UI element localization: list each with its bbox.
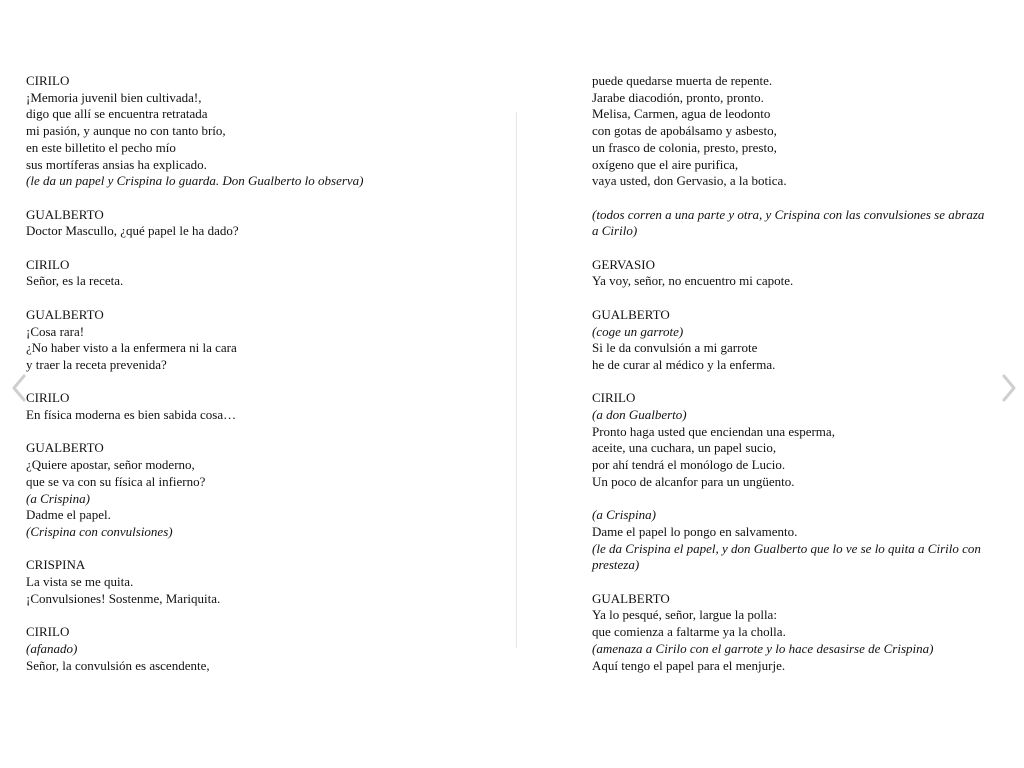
script-line: GUALBERTO <box>592 306 670 322</box>
stage-direction: (todos corren a una parte y otra, y Crispina con las convulsiones se abraza <box>592 206 985 222</box>
stage-direction: (afanado) <box>26 640 78 656</box>
stage-direction: (a don Gualberto) <box>592 407 687 422</box>
script-line: y traer la receta prevenida? <box>26 356 167 372</box>
script-line: digo que allí se encuentra retratada <box>26 106 208 122</box>
script-line: CIRILO <box>26 256 70 272</box>
script-line: ¿Quiere apostar, señor moderno, <box>26 457 195 473</box>
blank-line <box>26 240 496 257</box>
blank-line <box>592 190 1002 207</box>
script-line: Ya lo pesqué, señor, largue la polla: <box>592 607 777 623</box>
script-line: ¿No haber visto a la enfermera ni la cara <box>26 340 237 356</box>
stage-direction: a Cirilo) <box>592 223 638 239</box>
script-line: GUALBERTO <box>26 306 104 322</box>
script-line: ¡Cosa rara! <box>26 323 85 339</box>
right-page <box>592 73 1002 674</box>
blank-line <box>26 541 496 558</box>
chevron-left-icon <box>11 373 27 403</box>
stage-direction: (le da un papel y Crispina lo guarda. Don Gualberto lo observa) <box>26 173 364 189</box>
page-divider <box>516 112 517 648</box>
script-line: Si le da convulsión a mi garrote <box>592 340 758 356</box>
script-line: Dadme el papel. <box>26 507 111 523</box>
blank-line <box>26 290 496 307</box>
blank-line <box>592 574 1002 591</box>
stage-direction: (amenaza a Cirilo con el garrote y lo hace desasirse de Crispina) <box>592 640 934 656</box>
script-line: en este billetito el pecho mío <box>26 139 176 155</box>
script-line: CIRILO <box>26 624 70 640</box>
script-line: Aquí tengo el papel para el menjurje. <box>592 657 786 673</box>
script-line: Un poco de alcanfor para un ungüento. <box>592 473 795 489</box>
script-line: Jarabe diacodión, pronto, pronto. <box>592 89 764 105</box>
script-line: oxígeno que el aire purifica, <box>592 156 739 172</box>
prev-page-button[interactable] <box>8 368 30 408</box>
script-line: Dame el papel lo pongo en salvamento. <box>592 523 798 539</box>
blank-line <box>26 424 496 441</box>
script-line: Señor, es la receta. <box>26 273 124 289</box>
script-line: que se va con su física al infierno? <box>26 473 206 489</box>
blank-line <box>26 374 496 391</box>
script-line: Señor, la convulsión es ascendente, <box>26 657 210 673</box>
stage-direction: (le da Crispina el papel, y don Gualberto que lo ve se lo quita a Cirilo con <box>592 540 981 556</box>
script-line: En física moderna es bien sabida cosa… <box>26 407 237 422</box>
script-line: sus mortíferas ansias ha explicado. <box>26 156 207 172</box>
script-line: Doctor Mascullo, ¿qué papel le ha dado? <box>26 223 239 239</box>
script-line: GUALBERTO <box>26 206 104 222</box>
script-line: CIRILO <box>592 390 636 406</box>
script-line: Melisa, Carmen, agua de leodonto <box>592 106 771 122</box>
script-line: CIRILO <box>26 390 70 406</box>
script-line: La vista se me quita. <box>26 574 134 589</box>
blank-line <box>592 374 1002 391</box>
script-line: aceite, una cuchara, un papel sucio, <box>592 440 777 456</box>
script-line: Pronto haga usted que enciendan una esperma, <box>592 423 835 439</box>
next-page-button[interactable] <box>998 368 1020 408</box>
script-line: GERVASIO <box>592 256 656 272</box>
script-line: CIRILO <box>26 73 70 88</box>
blank-line <box>592 290 1002 307</box>
stage-direction: (a Crispina) <box>26 490 90 506</box>
script-line: un frasco de colonia, presto, presto, <box>592 139 777 155</box>
script-line: GUALBERTO <box>26 440 104 456</box>
script-line: ¡Memoria juvenil bien cultivada!, <box>26 89 202 105</box>
stage-direction: (Crispina con convulsiones) <box>26 523 173 539</box>
chevron-right-icon <box>1001 373 1017 403</box>
left-page <box>26 73 496 674</box>
script-line: por ahí tendrá el monólogo de Lucio. <box>592 457 786 473</box>
blank-line <box>592 491 1002 508</box>
script-line: GUALBERTO <box>592 590 670 606</box>
script-line: con gotas de apobálsamo y asbesto, <box>592 123 777 139</box>
script-line: Ya voy, señor, no encuentro mi capote. <box>592 273 794 289</box>
blank-line <box>592 240 1002 257</box>
script-line: vaya usted, don Gervasio, a la botica. <box>592 173 787 189</box>
script-line: ¡Convulsiones! Sostenme, Mariquita. <box>26 590 221 606</box>
stage-direction: (coge un garrote) <box>592 323 684 339</box>
script-line: CRISPINA <box>26 557 86 573</box>
script-line: puede quedarse muerta de repente. <box>592 73 773 88</box>
blank-line <box>26 190 496 207</box>
stage-direction: presteza) <box>592 557 640 573</box>
script-line: que comienza a faltarme ya la cholla. <box>592 624 786 640</box>
script-line: he de curar al médico y la enferma. <box>592 356 776 372</box>
script-line: mi pasión, y aunque no con tanto brío, <box>26 123 226 139</box>
stage-direction: (a Crispina) <box>592 507 656 523</box>
blank-line <box>26 607 496 624</box>
